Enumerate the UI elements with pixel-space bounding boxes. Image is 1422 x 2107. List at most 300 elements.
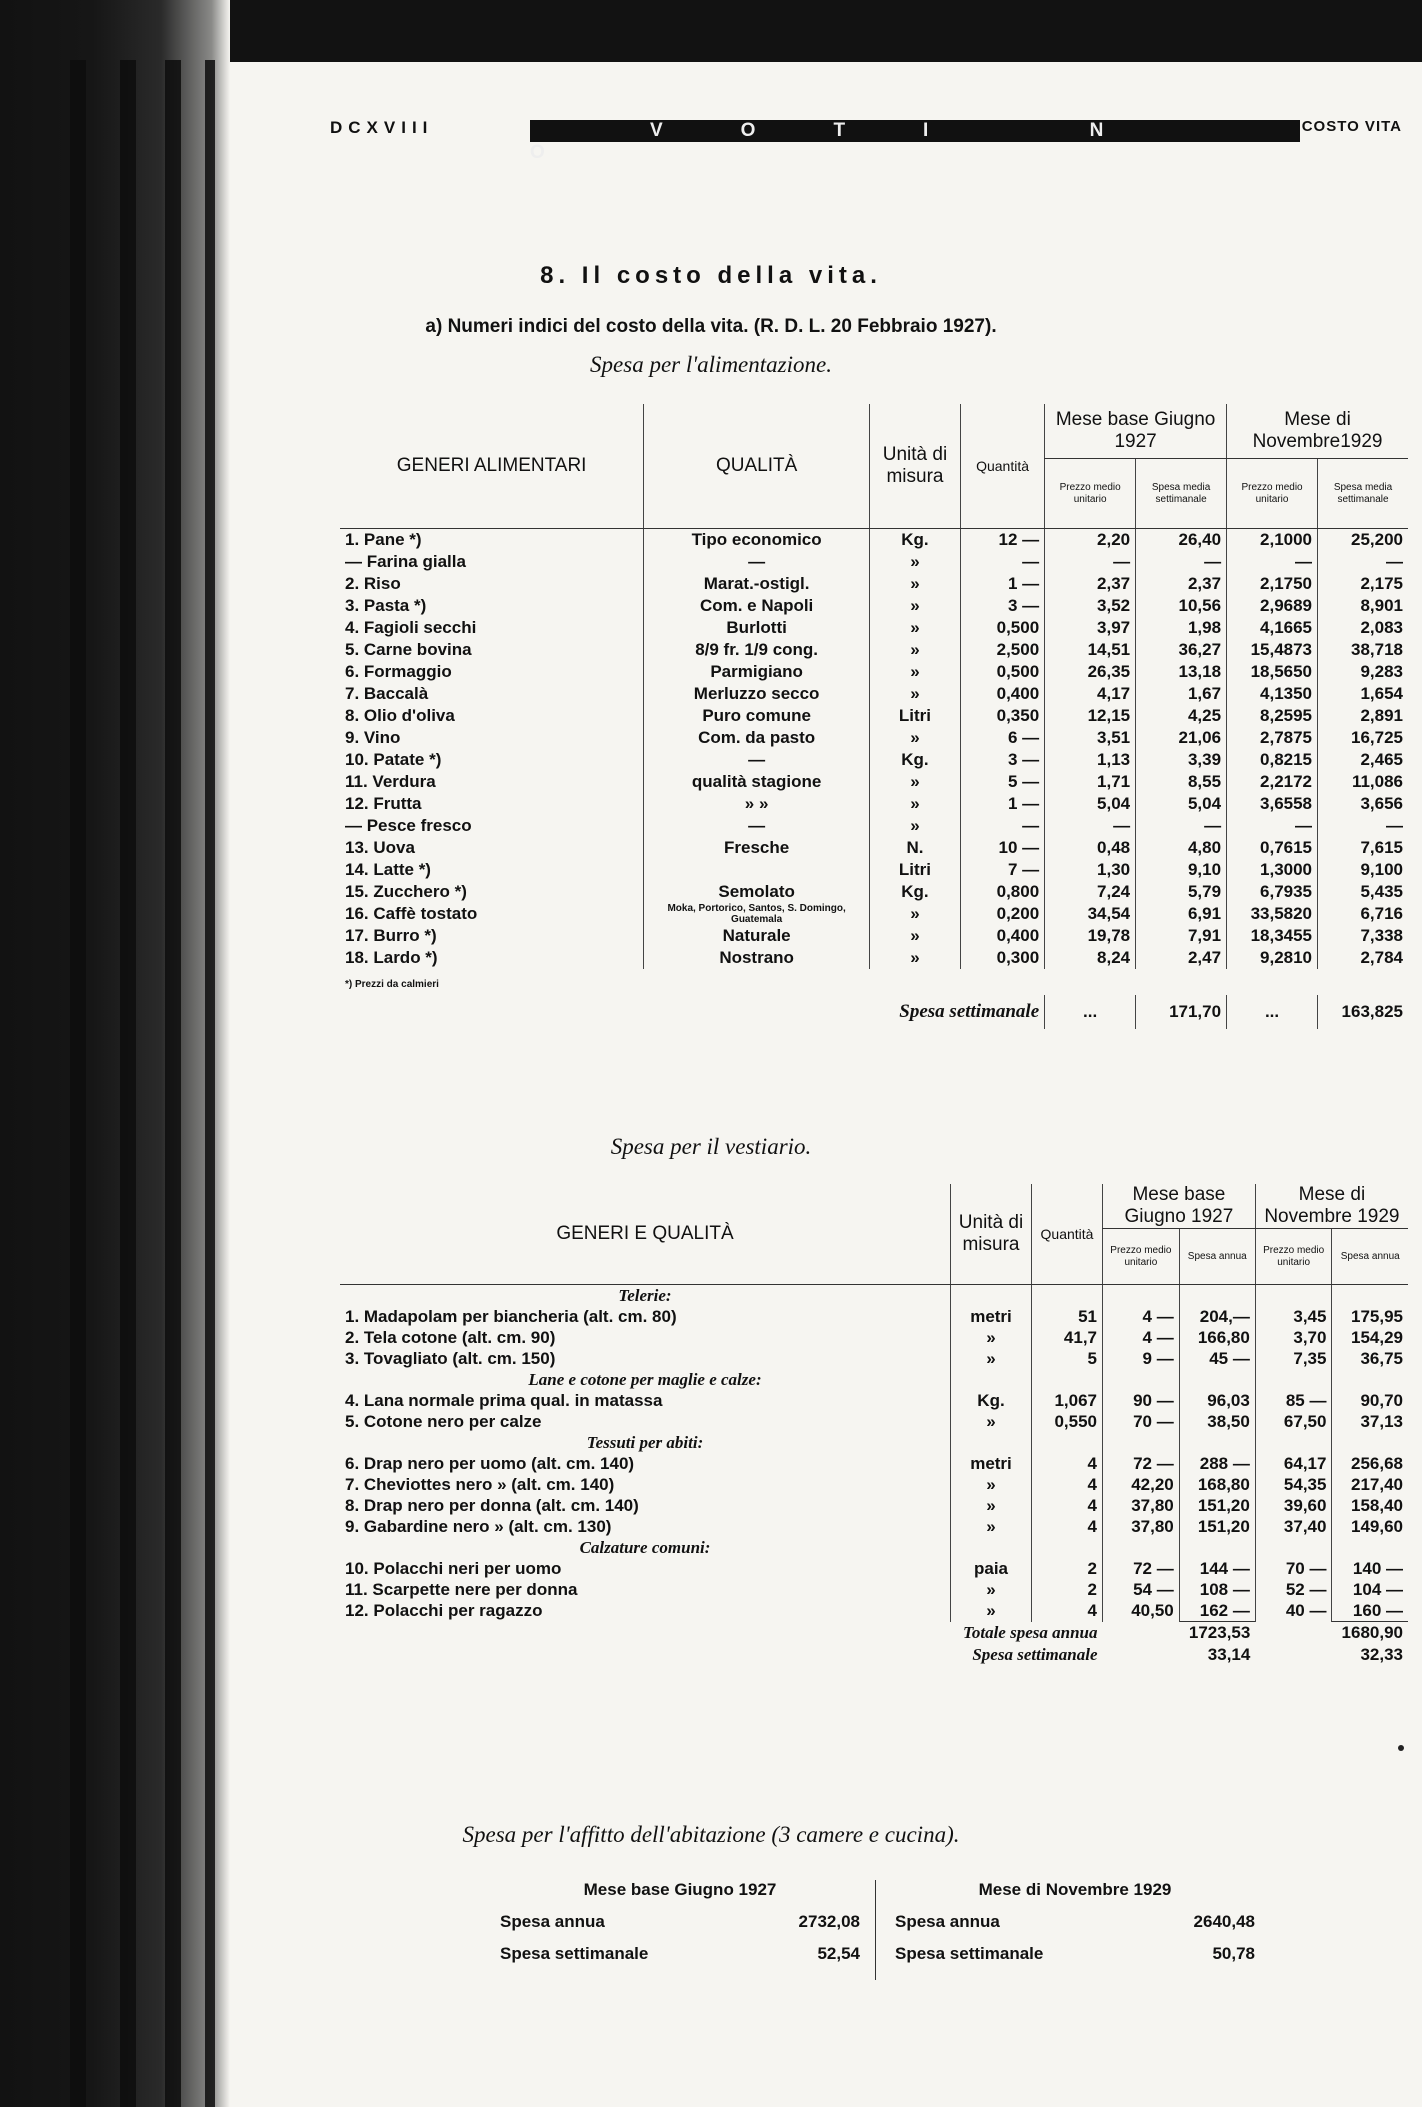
- clothing-cell-voce: 8. Drap nero per donna (alt. cm. 140): [345, 1495, 639, 1515]
- food-cell-nov-spesa: 11,086: [1318, 771, 1408, 793]
- food-row: [340, 617, 1408, 639]
- food-cell-unita: Litri: [869, 859, 960, 881]
- page-subtitle: a) Numeri indici del costo della vita. (R. D. L. 20 Febbraio 1927).: [425, 316, 997, 337]
- food-cell-nov-spesa: 9,283: [1318, 661, 1408, 683]
- col-base-prezzo: Prezzo medio unitario: [1103, 1229, 1180, 1285]
- clothing-cell-unita: metri: [951, 1453, 1032, 1474]
- clothing-group-label: Tessuti per abiti:: [586, 1432, 704, 1452]
- food-cell-nov-prezzo: 2,2172: [1227, 771, 1318, 793]
- clothing-cell-base-prezzo: 42,20: [1103, 1474, 1180, 1495]
- food-cell-genere: 12. Frutta: [345, 794, 422, 813]
- food-cell-base-prezzo: —: [1045, 551, 1136, 573]
- food-cell-unita: »: [869, 771, 960, 793]
- clothing-group-label: Lane e cotone per maglie e calze:: [528, 1369, 762, 1389]
- clothing-cell-voce: 4. Lana normale prima qual. in matassa: [345, 1390, 663, 1410]
- food-cell-base-prezzo: 2,20: [1045, 529, 1136, 552]
- food-cell-quantita: 1 —: [960, 573, 1044, 595]
- food-row: [340, 661, 1408, 683]
- food-cell-quantita: 0,500: [960, 617, 1044, 639]
- food-cell-base-spesa: 1,67: [1136, 683, 1227, 705]
- clothing-row: [340, 1327, 1408, 1348]
- food-cell-qualita: Burlotti: [644, 617, 870, 639]
- food-cell-base-spesa: 4,80: [1136, 837, 1227, 859]
- food-cell-qualita: Semolato: [644, 881, 870, 903]
- clothing-cell-base-prezzo: 37,80: [1103, 1495, 1180, 1516]
- clothing-cell-nov-prezzo: 3,45: [1255, 1306, 1332, 1327]
- food-cell-quantita: 12 —: [960, 529, 1044, 552]
- food-cell-base-spesa: 9,10: [1136, 859, 1227, 881]
- food-cell-quantita: 3 —: [960, 595, 1044, 617]
- clothing-cell-unita: »: [951, 1348, 1032, 1369]
- food-cell-nov-spesa: 5,435: [1318, 881, 1408, 903]
- food-cell-nov-prezzo: 18,3455: [1227, 925, 1318, 947]
- food-cell-quantita: 6 —: [960, 727, 1044, 749]
- food-row: [340, 639, 1408, 661]
- food-row: [340, 881, 1408, 903]
- food-cell-genere: 4. Fagioli secchi: [345, 618, 477, 637]
- clothing-table: [340, 1184, 1408, 1666]
- food-cell-qualita: Nostrano: [644, 947, 870, 969]
- food-cell-genere: — Farina gialla: [345, 552, 466, 571]
- food-cell-base-prezzo: 4,17: [1045, 683, 1136, 705]
- rent-nov-sett-label: Spesa settimanale: [895, 1944, 1044, 1963]
- food-cell-genere: 7. Baccalà: [345, 684, 429, 703]
- food-cell-nov-prezzo: 2,7875: [1227, 727, 1318, 749]
- food-cell-quantita: 0,200: [960, 903, 1044, 925]
- food-cell-base-prezzo: 1,13: [1045, 749, 1136, 771]
- food-cell-base-spesa: 5,04: [1136, 793, 1227, 815]
- food-cell-nov-spesa: —: [1318, 815, 1408, 837]
- clothing-row: [340, 1579, 1408, 1600]
- food-cell-qualita: Puro comune: [644, 705, 870, 727]
- food-row: [340, 793, 1408, 815]
- clothing-cell-base-spesa: 144 —: [1179, 1558, 1255, 1579]
- rent-nov-annua: 2640,48: [1193, 1912, 1255, 1931]
- clothing-cell-base-spesa: 162 —: [1179, 1600, 1255, 1622]
- food-cell-quantita: —: [960, 815, 1044, 837]
- clothing-cell-nov-prezzo: 70 —: [1255, 1558, 1332, 1579]
- clothing-cell-voce: 1. Madapolam per biancheria (alt. cm. 80): [345, 1306, 677, 1326]
- food-cell-base-spesa: 21,06: [1136, 727, 1227, 749]
- food-cell-unita: Kg.: [869, 881, 960, 903]
- clothing-cell-voce: 3. Tovagliato (alt. cm. 150): [345, 1348, 556, 1368]
- clothing-cell-nov-prezzo: 37,40: [1255, 1516, 1332, 1537]
- food-cell-base-spesa: 3,39: [1136, 749, 1227, 771]
- food-cell-nov-spesa: 7,615: [1318, 837, 1408, 859]
- rent-nov-heading: Mese di Novembre 1929: [978, 1880, 1172, 1899]
- food-cell-nov-prezzo: 3,6558: [1227, 793, 1318, 815]
- food-cell-genere: 1. Pane *): [345, 530, 422, 549]
- clothing-cell-quantita: 41,7: [1032, 1327, 1103, 1348]
- clothing-cell-unita: paia: [951, 1558, 1032, 1579]
- food-cell-base-prezzo: 26,35: [1045, 661, 1136, 683]
- food-cell-unita: Kg.: [869, 529, 960, 552]
- food-cell-qualita: qualità stagione: [644, 771, 870, 793]
- clothing-cell-base-prezzo: 4 —: [1103, 1306, 1180, 1327]
- food-cell-base-prezzo: 2,37: [1045, 573, 1136, 595]
- clothing-cell-base-spesa: 151,20: [1179, 1516, 1255, 1537]
- food-cell-qualita: Com. da pasto: [644, 727, 870, 749]
- food-row: [340, 925, 1408, 947]
- clothing-row: [340, 1390, 1408, 1411]
- food-row: [340, 815, 1408, 837]
- food-cell-base-spesa: 6,91: [1136, 903, 1227, 925]
- col-base-spesa: Spesa annua: [1179, 1229, 1255, 1285]
- clothing-cell-base-spesa: 108 —: [1179, 1579, 1255, 1600]
- food-cell-base-prezzo: —: [1045, 815, 1136, 837]
- clothing-cell-quantita: 4: [1032, 1516, 1103, 1537]
- rent-base-sett-label: Spesa settimanale: [500, 1944, 649, 1963]
- food-row: [340, 749, 1408, 771]
- food-cell-base-prezzo: 1,30: [1045, 859, 1136, 881]
- food-cell-nov-spesa: 3,656: [1318, 793, 1408, 815]
- food-cell-qualita: —: [644, 551, 870, 573]
- food-cell-genere: 17. Burro *): [345, 926, 437, 945]
- food-cell-nov-spesa: 6,716: [1318, 903, 1408, 925]
- clothing-cell-quantita: 2: [1032, 1558, 1103, 1579]
- food-cell-unita: »: [869, 551, 960, 573]
- clothing-cell-base-prezzo: 70 —: [1103, 1411, 1180, 1432]
- col-generi: GENERI ALIMENTARI: [340, 404, 644, 529]
- food-cell-genere: 8. Olio d'oliva: [345, 706, 455, 725]
- food-cell-quantita: 1 —: [960, 793, 1044, 815]
- food-cell-quantita: 0,400: [960, 925, 1044, 947]
- food-cell-base-prezzo: 14,51: [1045, 639, 1136, 661]
- clothing-cell-quantita: 0,550: [1032, 1411, 1103, 1432]
- clothing-cell-base-prezzo: 9 —: [1103, 1348, 1180, 1369]
- clothing-cell-nov-spesa: 175,95: [1332, 1306, 1408, 1327]
- clothing-cell-base-prezzo: 54 —: [1103, 1579, 1180, 1600]
- food-cell-unita: »: [869, 947, 960, 969]
- food-cell-nov-prezzo: —: [1227, 815, 1318, 837]
- clothing-cell-base-prezzo: 4 —: [1103, 1327, 1180, 1348]
- food-row: [340, 595, 1408, 617]
- clothing-cell-nov-prezzo: 52 —: [1255, 1579, 1332, 1600]
- clothing-row: [340, 1600, 1408, 1622]
- clothing-cell-nov-spesa: 256,68: [1332, 1453, 1408, 1474]
- clothing-cell-nov-spesa: 90,70: [1332, 1390, 1408, 1411]
- food-cell-nov-spesa: 1,654: [1318, 683, 1408, 705]
- col-nov-spesa: Spesa media settimanale: [1318, 459, 1408, 529]
- food-cell-nov-prezzo: 2,1000: [1227, 529, 1318, 552]
- clothing-row: [340, 1306, 1408, 1327]
- food-cell-nov-prezzo: 6,7935: [1227, 881, 1318, 903]
- col-base: Mese base Giugno 1927: [1045, 404, 1227, 459]
- food-row: [340, 903, 1408, 925]
- food-cell-base-prezzo: 0,48: [1045, 837, 1136, 859]
- food-cell-unita: »: [869, 903, 960, 925]
- food-cell-quantita: 0,500: [960, 661, 1044, 683]
- col-quantita: Quantità: [960, 404, 1044, 529]
- clothing-cell-quantita: 4: [1032, 1474, 1103, 1495]
- food-cell-unita: Litri: [869, 705, 960, 727]
- food-cell-base-spesa: 8,55: [1136, 771, 1227, 793]
- rent-divider: [875, 1880, 876, 1980]
- clothing-group-label: Telerie:: [618, 1285, 672, 1305]
- rent-base-annua-label: Spesa annua: [500, 1912, 605, 1931]
- food-cell-genere: — Pesce fresco: [345, 816, 472, 835]
- clothing-cell-nov-spesa: 149,60: [1332, 1516, 1408, 1537]
- food-cell-genere: 15. Zucchero *): [345, 882, 467, 901]
- clothing-row: [340, 1474, 1408, 1495]
- clothing-cell-nov-spesa: 36,75: [1332, 1348, 1408, 1369]
- food-cell-base-prezzo: 3,52: [1045, 595, 1136, 617]
- rent-nov-sett: 50,78: [1212, 1944, 1255, 1963]
- clothing-cell-base-prezzo: 37,80: [1103, 1516, 1180, 1537]
- clothing-cell-nov-spesa: 37,13: [1332, 1411, 1408, 1432]
- col-nov-spesa: Spesa annua: [1332, 1229, 1408, 1285]
- food-cell-base-prezzo: 12,15: [1045, 705, 1136, 727]
- scan-speck: [1398, 1745, 1404, 1751]
- food-table: [340, 404, 1408, 1029]
- col-unita: Unità di misura: [951, 1184, 1032, 1285]
- food-cell-qualita: Parmigiano: [644, 661, 870, 683]
- food-cell-unita: »: [869, 595, 960, 617]
- clothing-cell-nov-spesa: 154,29: [1332, 1327, 1408, 1348]
- clothing-cell-nov-spesa: 104 —: [1332, 1579, 1408, 1600]
- food-row: [340, 573, 1408, 595]
- food-cell-unita: »: [869, 683, 960, 705]
- food-cell-base-prezzo: 3,97: [1045, 617, 1136, 639]
- clothing-cell-unita: »: [951, 1516, 1032, 1537]
- food-cell-qualita: Marat.-ostigl.: [644, 573, 870, 595]
- clothing-cell-base-prezzo: 40,50: [1103, 1600, 1180, 1622]
- clothing-cell-quantita: 5: [1032, 1348, 1103, 1369]
- clothing-cell-nov-spesa: 140 —: [1332, 1558, 1408, 1579]
- header-bar: VOTI N O: [530, 120, 1300, 142]
- food-cell-quantita: 0,300: [960, 947, 1044, 969]
- rent-nov-annua-label: Spesa annua: [895, 1912, 1000, 1931]
- food-cell-nov-prezzo: 8,2595: [1227, 705, 1318, 727]
- food-cell-quantita: —: [960, 551, 1044, 573]
- clothing-cell-base-prezzo: 90 —: [1103, 1390, 1180, 1411]
- food-cell-quantita: 0,400: [960, 683, 1044, 705]
- clothing-cell-nov-spesa: 217,40: [1332, 1474, 1408, 1495]
- food-cell-unita: »: [869, 727, 960, 749]
- food-row: [340, 947, 1408, 969]
- clothing-cell-base-spesa: 166,80: [1179, 1327, 1255, 1348]
- clothing-group-header: [340, 1285, 1408, 1307]
- food-cell-base-prezzo: 8,24: [1045, 947, 1136, 969]
- food-cell-nov-prezzo: 18,5650: [1227, 661, 1318, 683]
- clothing-total-annual-label: Totale spesa annua: [963, 1622, 1098, 1642]
- food-cell-qualita: Merluzzo secco: [644, 683, 870, 705]
- food-cell-genere: 10. Patate *): [345, 750, 442, 769]
- rent-base-heading: Mese base Giugno 1927: [583, 1880, 777, 1899]
- food-row: [340, 683, 1408, 705]
- food-cell-base-spesa: 2,37: [1136, 573, 1227, 595]
- food-cell-base-prezzo: 7,24: [1045, 881, 1136, 903]
- clothing-row: [340, 1558, 1408, 1579]
- food-cell-nov-spesa: 2,175: [1318, 573, 1408, 595]
- food-cell-unita: Kg.: [869, 749, 960, 771]
- food-cell-qualita: [644, 859, 870, 881]
- clothing-cell-voce: 11. Scarpette nere per donna: [345, 1579, 578, 1599]
- food-cell-nov-spesa: 2,465: [1318, 749, 1408, 771]
- clothing-cell-quantita: 51: [1032, 1306, 1103, 1327]
- food-row: [340, 771, 1408, 793]
- food-row: [340, 837, 1408, 859]
- clothing-cell-quantita: 4: [1032, 1453, 1103, 1474]
- col-quantita: Quantità: [1032, 1184, 1103, 1285]
- food-cell-unita: »: [869, 661, 960, 683]
- clothing-cell-nov-prezzo: 40 —: [1255, 1600, 1332, 1622]
- food-cell-qualita: 8/9 fr. 1/9 cong.: [644, 639, 870, 661]
- page-number: DCXVIII: [330, 118, 434, 137]
- food-cell-genere: 14. Latte *): [345, 860, 431, 879]
- food-cell-base-spesa: 36,27: [1136, 639, 1227, 661]
- food-cell-nov-spesa: —: [1318, 551, 1408, 573]
- clothing-cell-unita: metri: [951, 1306, 1032, 1327]
- food-cell-qualita: —: [644, 815, 870, 837]
- food-cell-nov-prezzo: 2,1750: [1227, 573, 1318, 595]
- clothing-group-header: [340, 1432, 1408, 1453]
- clothing-cell-voce: 5. Cotone nero per calze: [345, 1411, 542, 1431]
- clothing-cell-quantita: 1,067: [1032, 1390, 1103, 1411]
- col-generi-qualita: GENERI E QUALITÀ: [340, 1184, 951, 1285]
- clothing-cell-voce: 10. Polacchi neri per uomo: [345, 1558, 562, 1578]
- food-cell-unita: »: [869, 639, 960, 661]
- clothing-cell-voce: 7. Cheviottes nero » (alt. cm. 140): [345, 1474, 615, 1494]
- food-cell-quantita: 0,350: [960, 705, 1044, 727]
- food-cell-genere: 11. Verdura: [345, 772, 436, 791]
- food-cell-unita: N.: [869, 837, 960, 859]
- food-cell-nov-prezzo: 4,1350: [1227, 683, 1318, 705]
- food-cell-nov-prezzo: —: [1227, 551, 1318, 573]
- clothing-cell-nov-prezzo: 3,70: [1255, 1327, 1332, 1348]
- food-cell-base-spesa: 13,18: [1136, 661, 1227, 683]
- food-cell-nov-spesa: 9,100: [1318, 859, 1408, 881]
- food-cell-quantita: 5 —: [960, 771, 1044, 793]
- food-cell-quantita: 3 —: [960, 749, 1044, 771]
- clothing-cell-unita: »: [951, 1411, 1032, 1432]
- food-cell-nov-spesa: 38,718: [1318, 639, 1408, 661]
- food-cell-genere: 3. Pasta *): [345, 596, 427, 615]
- food-cell-quantita: 7 —: [960, 859, 1044, 881]
- food-cell-base-prezzo: 19,78: [1045, 925, 1136, 947]
- clothing-cell-voce: 6. Drap nero per uomo (alt. cm. 140): [345, 1453, 635, 1473]
- clothing-cell-quantita: 4: [1032, 1495, 1103, 1516]
- food-cell-base-prezzo: 3,51: [1045, 727, 1136, 749]
- clothing-cell-unita: »: [951, 1495, 1032, 1516]
- col-base: Mese base Giugno 1927: [1103, 1184, 1256, 1229]
- food-cell-nov-spesa: 8,901: [1318, 595, 1408, 617]
- food-total-dots: ...: [1227, 995, 1318, 1029]
- food-cell-base-spesa: 4,25: [1136, 705, 1227, 727]
- clothing-cell-nov-prezzo: 39,60: [1255, 1495, 1332, 1516]
- food-row: [340, 529, 1408, 552]
- food-cell-quantita: 0,800: [960, 881, 1044, 903]
- col-base-spesa: Spesa media settimanale: [1136, 459, 1227, 529]
- clothing-cell-base-prezzo: 72 —: [1103, 1558, 1180, 1579]
- food-cell-unita: »: [869, 617, 960, 639]
- food-cell-base-spesa: 1,98: [1136, 617, 1227, 639]
- clothing-cell-base-prezzo: 72 —: [1103, 1453, 1180, 1474]
- food-cell-qualita: —: [644, 749, 870, 771]
- food-row: [340, 551, 1408, 573]
- running-title: COSTO VITA: [1301, 118, 1402, 135]
- food-cell-qualita: Tipo economico: [644, 529, 870, 552]
- food-cell-nov-prezzo: 33,5820: [1227, 903, 1318, 925]
- food-cell-nov-prezzo: 15,4873: [1227, 639, 1318, 661]
- clothing-row: [340, 1411, 1408, 1432]
- clothing-cell-nov-prezzo: 64,17: [1255, 1453, 1332, 1474]
- clothing-group-header: [340, 1537, 1408, 1558]
- food-cell-nov-spesa: 2,891: [1318, 705, 1408, 727]
- food-cell-nov-prezzo: 9,2810: [1227, 947, 1318, 969]
- food-cell-base-prezzo: 34,54: [1045, 903, 1136, 925]
- food-cell-base-spesa: —: [1136, 815, 1227, 837]
- food-cell-nov-spesa: 2,083: [1318, 617, 1408, 639]
- clothing-cell-unita: »: [951, 1600, 1032, 1622]
- clothing-row: [340, 1453, 1408, 1474]
- clothing-cell-base-spesa: 151,20: [1179, 1495, 1255, 1516]
- clothing-cell-unita: »: [951, 1579, 1032, 1600]
- col-unita: Unità di misura: [869, 404, 960, 529]
- clothing-cell-nov-prezzo: 85 —: [1255, 1390, 1332, 1411]
- food-total-label: Spesa settimanale: [899, 1001, 1040, 1022]
- food-row: [340, 727, 1408, 749]
- food-cell-nov-prezzo: 2,9689: [1227, 595, 1318, 617]
- clothing-cell-nov-prezzo: 54,35: [1255, 1474, 1332, 1495]
- clothing-cell-nov-prezzo: 7,35: [1255, 1348, 1332, 1369]
- food-total-nov: 163,825: [1318, 995, 1408, 1029]
- food-cell-unita: »: [869, 925, 960, 947]
- clothing-cell-unita: Kg.: [951, 1390, 1032, 1411]
- clothing-cell-base-spesa: 204,—: [1179, 1306, 1255, 1327]
- clothing-cell-nov-spesa: 158,40: [1332, 1495, 1408, 1516]
- food-cell-nov-spesa: 7,338: [1318, 925, 1408, 947]
- food-cell-nov-prezzo: 0,7615: [1227, 837, 1318, 859]
- clothing-cell-base-spesa: 45 —: [1179, 1348, 1255, 1369]
- rent-base-annua: 2732,08: [798, 1912, 860, 1931]
- food-cell-qualita: » »: [644, 793, 870, 815]
- food-cell-nov-prezzo: 0,8215: [1227, 749, 1318, 771]
- food-total-dots: ...: [1045, 995, 1136, 1029]
- rent-nov-column: [895, 1880, 1255, 1976]
- col-nov-prezzo: Prezzo medio unitario: [1227, 459, 1318, 529]
- col-qualita: QUALITÀ: [644, 404, 870, 529]
- food-cell-base-spesa: 10,56: [1136, 595, 1227, 617]
- food-cell-genere: 18. Lardo *): [345, 948, 438, 967]
- food-cell-qualita: Com. e Napoli: [644, 595, 870, 617]
- food-footnote-cell: [340, 969, 1045, 995]
- page-title: 8. Il costo della vita.: [540, 262, 882, 289]
- clothing-group-label: Calzature comuni:: [579, 1537, 711, 1557]
- food-cell-qualita: Fresche: [644, 837, 870, 859]
- food-cell-base-prezzo: 5,04: [1045, 793, 1136, 815]
- clothing-total-annual-nov: 1680,90: [1332, 1622, 1408, 1644]
- clothing-cell-base-spesa: 288 —: [1179, 1453, 1255, 1474]
- clothing-total-annual-base: 1723,53: [1179, 1622, 1255, 1644]
- clothing-total-weekly-label: Spesa settimanale: [972, 1644, 1098, 1664]
- food-cell-base-spesa: 5,79: [1136, 881, 1227, 903]
- food-cell-unita: »: [869, 573, 960, 595]
- col-nov-prezzo: Prezzo medio unitario: [1255, 1229, 1332, 1285]
- food-cell-qualita: Naturale: [644, 925, 870, 947]
- food-cell-nov-spesa: 16,725: [1318, 727, 1408, 749]
- clothing-cell-voce: 12. Polacchi per ragazzo: [345, 1600, 543, 1620]
- food-cell-genere: 5. Carne bovina: [345, 640, 472, 659]
- food-cell-nov-spesa: 2,784: [1318, 947, 1408, 969]
- clothing-cell-base-spesa: 96,03: [1179, 1390, 1255, 1411]
- food-cell-genere: 16. Caffè tostato: [345, 904, 478, 923]
- clothing-cell-nov-prezzo: 67,50: [1255, 1411, 1332, 1432]
- clothing-cell-quantita: 2: [1032, 1579, 1103, 1600]
- food-cell-nov-spesa: 25,200: [1318, 529, 1408, 552]
- food-total-base: 171,70: [1136, 995, 1227, 1029]
- clothing-group-header: [340, 1369, 1408, 1390]
